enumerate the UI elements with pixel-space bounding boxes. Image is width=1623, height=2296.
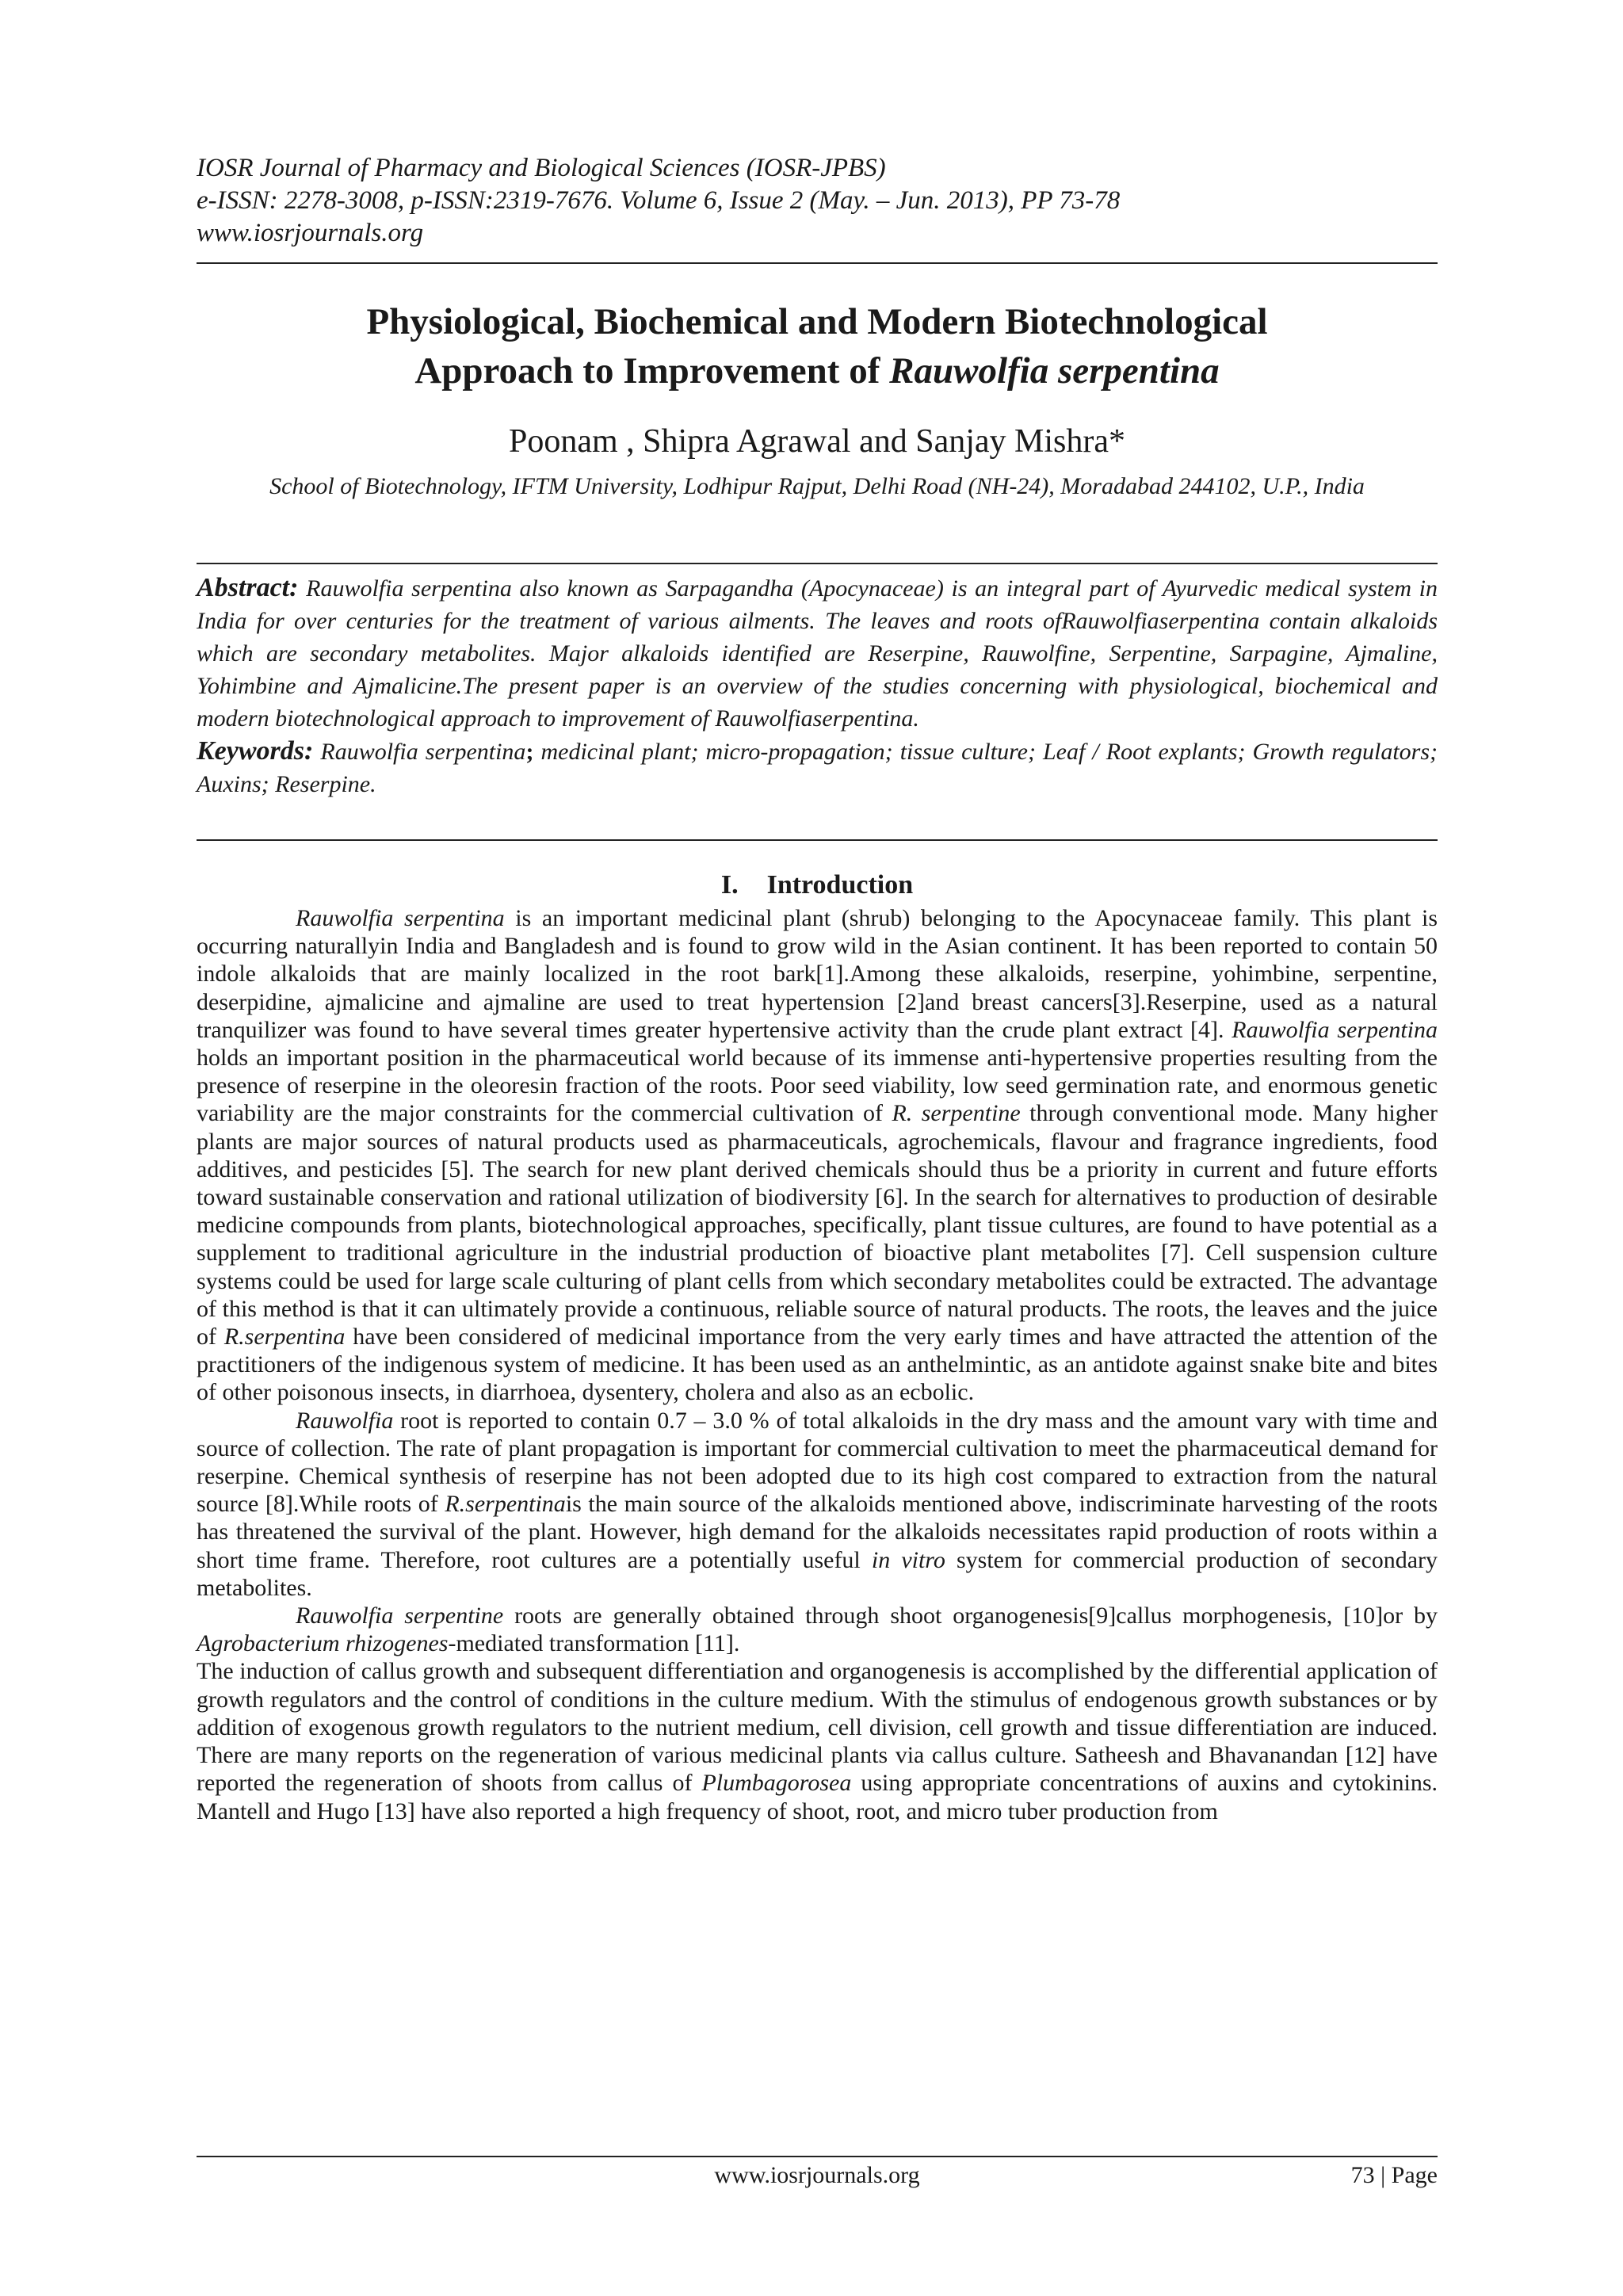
page-footer xyxy=(197,2160,1438,2191)
paragraph-3 xyxy=(197,1602,1438,1657)
paragraph-text: is the main source of the alkaloids mentioned above, indiscriminate harvesting of the roots has threatened the survival of the plant. However, high demand for the alkaloids necessitates rapid production of roots within a short time frame. Therefore, root cultures are a potentially useful xyxy=(197,1491,1438,1573)
keywords-rest: medicinal plant; micro-propagation; tissue culture; Leaf / Root explants; Growth regulators; Auxins; Reserpine. xyxy=(197,739,1438,797)
paragraph-text: roots are generally obtained through shoot organogenesis[9]callus morphogenesis, [10]or by xyxy=(503,1603,1438,1629)
journal-website[interactable]: www.iosrjournals.org xyxy=(197,219,424,247)
species-name: R.serpentina xyxy=(445,1491,566,1518)
paragraph-text: holds an important position in the pharmaceutical world because of its immense anti-hypertensive properties resulting from the presence of reserpine in the oleoresin fraction of the roots. Poor seed viability, low seed germination rate, and enormous genetic variability are the major constraints for the commercial cultivation of xyxy=(197,1045,1438,1127)
species-name: Rauwolfia serpentina xyxy=(1232,1016,1438,1043)
species-name: R. serpentine xyxy=(892,1100,1021,1127)
body-text xyxy=(197,904,1438,1825)
species-name: Rauwolfia serpentina xyxy=(296,905,505,931)
keywords xyxy=(197,735,1438,800)
title-line-2-text: Approach to Improvement of xyxy=(414,350,890,392)
section-heading xyxy=(197,869,1438,902)
footer-rule xyxy=(197,2156,1438,2157)
affiliation: School of Biotechnology, IFTM University, Lodhipur Rajput, Delhi Road (NH-24), Moradabad 244102, U.P., India xyxy=(269,473,1365,499)
species-name: Plumbagorosea xyxy=(701,1770,852,1797)
title-line-2 xyxy=(197,346,1438,395)
section-number: I. xyxy=(720,870,739,900)
footer-website[interactable]: www.iosrjournals.org xyxy=(714,2162,920,2188)
keywords-label: Keywords: xyxy=(197,736,314,766)
paragraph-1 xyxy=(197,904,1438,1407)
paragraph-4 xyxy=(197,1657,1438,1824)
article-title xyxy=(197,297,1438,395)
abstract-bottom-rule xyxy=(197,839,1438,841)
species-name: Rauwolfia serpentine xyxy=(296,1603,504,1629)
paragraph-2 xyxy=(197,1407,1438,1602)
paragraph-text: using appropriate concentrations of auxins and cytokinins. Mantell and Hugo [13] have also reported a high frequency of shoot, root, and micro tuber production from xyxy=(197,1770,1438,1824)
paragraph-text: -mediated transformation [11]. xyxy=(448,1630,740,1657)
issn-line: e-ISSN: 2278-3008, p-ISSN:2319-7676. Volume 6, Issue 2 (May. – Jun. 2013), PP 73-78 xyxy=(197,186,1121,215)
section-title: Introduction xyxy=(766,870,914,900)
species-name: R.serpentina xyxy=(223,1324,346,1350)
paragraph-text: through conventional mode. Many higher plants are major sources of natural products used as pharmaceuticals, agrochemicals, flavour and fragrance ingredients, food additives, and pesticides [5]. The search for new plant derived chemicals should thus be a priority in current and future efforts toward sustainable conservation and rational utilization of biodiversity [6]. In the search for alternatives to production of desirable medicine compounds from plants, biotechnological approaches, specifically, plant tissue cultures, are found to have potential as a supplement to traditional agriculture in the industrial production of bioactive plant metabolites [7]. Cell suspension culture systems could be used for large scale culturing of plant cells from which secondary metabolites could be extracted. The advantage of this method is that it can ultimately provide a continuous, reliable source of natural products. The roots, the leaves and the juice of xyxy=(197,1100,1438,1350)
abstract-label: Abstract: xyxy=(197,573,299,602)
abstract-text: Rauwolfia serpentina also known as Sarpagandha (Apocynaceae) is an integral part of Ayurvedic medical system in India for over centuries for the treatment of various ailments. The leaves and roots ofRauwolfiaserpentina contain alkaloids which are secondary metabolites. Major alkaloids identified are Reserpine, Rauwolfine, Serpentine, Sarpagine, Ajmaline, Yohimbine and Ajmalicine.The present paper is an overview of the studies concerning with physiological, biochemical and modern biotechnological approach to improvement of Rauwolfiaserpentina. xyxy=(197,575,1438,732)
title-line-1: Physiological, Biochemical and Modern Biotechnological xyxy=(366,301,1268,342)
species-name: Agrobacterium rhizogenes xyxy=(197,1630,449,1657)
keywords-semicolon: ; xyxy=(525,739,534,765)
page-number: 73 | Page xyxy=(1350,2162,1438,2188)
abstract xyxy=(197,571,1438,735)
paragraph-text: system for commercial production of secondary metabolites. xyxy=(197,1546,1438,1601)
latin-term: in vitro xyxy=(871,1546,945,1573)
species-name: Rauwolfia xyxy=(296,1407,394,1434)
authors: Poonam , Shipra Agrawal and Sanjay Mishra* xyxy=(508,423,1126,460)
paragraph-text: root is reported to contain 0.7 – 3.0 % of total alkaloids in the dry mass and the amount vary with time and source of collection. The rate of plant propagation is important for commercial cultivation to meet the pharmaceutical demand for reserpine. Chemical synthesis of reserpine has not been adopted due to its high cost compared to extraction from the natural source [8].While roots of xyxy=(197,1407,1438,1518)
abstract-top-rule xyxy=(197,563,1438,564)
title-species: Rauwolfia serpentina xyxy=(889,350,1220,392)
journal-header xyxy=(197,152,1438,250)
paragraph-text: have been considered of medicinal importance from the very early times and have attracted the attention of the practitioners of the indigenous system of medicine. It has been used as an anthelmintic, as an antidote against snake bite and bites of other poisonous insects, in diarrhoea, dysentery, cholera and also as an ecbolic. xyxy=(197,1324,1438,1406)
keywords-first: Rauwolfia serpentina xyxy=(320,739,526,765)
journal-name: IOSR Journal of Pharmacy and Biological Sciences (IOSR-JPBS) xyxy=(197,154,886,182)
paragraph-text: is an important medicinal plant (shrub) belonging to the Apocynaceae family. This plant is occurring naturallyin India and Bangladesh and is found to grow wild in the Asian continent. It has been reported to contain 50 indole alkaloids that are mainly localized in the root bark[1].Among these alkaloids, reserpine, yohimbine, serpentine, deserpidine, ajmalicine and ajmaline are used to treat hypertension [2]and breast cancers[3].Reserpine, used as a natural tranquilizer was found to have several times greater hypertensive activity than the crude plant extract [4]. xyxy=(197,905,1438,1043)
paragraph-text: The induction of callus growth and subsequent differentiation and organogenesis is accomplished by the differential application of growth regulators and the control of conditions in the culture medium. With the stimulus of endogenous growth substances or by addition of exogenous growth regulators to the nutrient medium, cell division, cell growth and tissue differentiation are induced. There are many reports on the regeneration of various medicinal plants via callus culture. Satheesh and Bhavanandan [12] have reported the regeneration of shoots from callus of xyxy=(197,1658,1438,1797)
abstract-block xyxy=(197,571,1438,800)
header-rule xyxy=(197,262,1438,264)
